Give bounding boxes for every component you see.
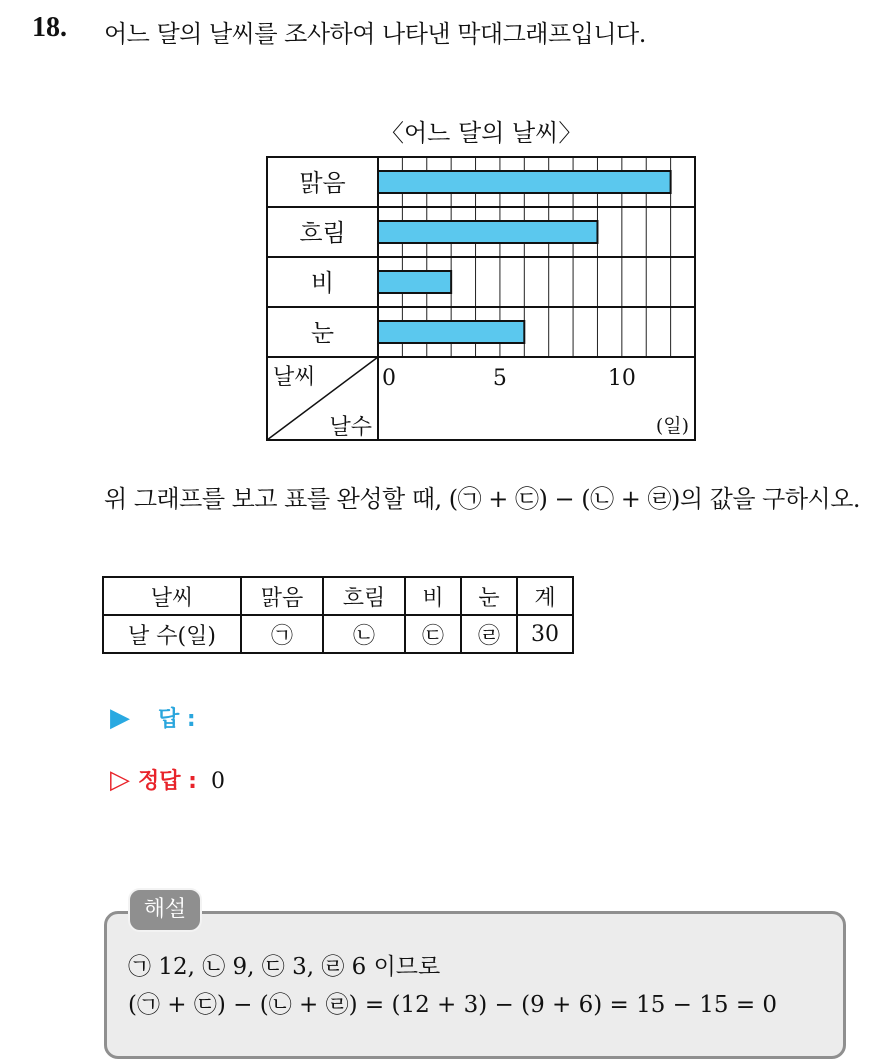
question-prompt: 위 그래프를 보고 표를 완성할 때, (㉠ + ㉢) − (㉡ + ㉣)의 값을 구하시오. <box>104 485 861 513</box>
tick-label: 10 <box>607 366 636 391</box>
table-cell: ㉢ <box>405 615 461 653</box>
explanation-line-1: ㉠ 12, ㉡ 9, ㉢ 3, ㉣ 6 이므로 <box>128 954 441 980</box>
question-text: 어느 달의 날씨를 조사하여 나타낸 막대그래프입니다. <box>104 20 646 48</box>
explanation-line-2: (㉠ + ㉢) − (㉡ + ㉣) = (12 + 3) − (9 + 6) = 15 − 15 = 0 <box>128 992 778 1018</box>
bar-흐림 <box>378 221 597 243</box>
table-cell: 30 <box>517 615 573 653</box>
explanation-box <box>104 911 846 1059</box>
table-header-cell: 비 <box>405 577 461 615</box>
corner-bottom-label: 날수 <box>329 415 372 440</box>
chart-frame <box>267 157 695 440</box>
bar-비 <box>378 271 451 293</box>
table-header-cell: 계 <box>517 577 573 615</box>
corner-top-label: 날씨 <box>273 365 316 390</box>
table-header-cell: 흐림 <box>323 577 405 615</box>
table-header-cell: 맑음 <box>241 577 323 615</box>
bar-맑음 <box>378 171 671 193</box>
table-row <box>103 615 573 653</box>
data-table <box>102 576 574 654</box>
answer-line <box>110 702 196 733</box>
table-cell: ㉡ <box>323 615 405 653</box>
category-label: 맑음 <box>299 169 346 197</box>
unit-label: (일) <box>655 415 689 437</box>
tick-label: 5 <box>492 366 507 391</box>
correct-answer-label: 정답 : <box>138 769 197 794</box>
chart-title: 〈어느 달의 날씨〉 <box>380 119 583 147</box>
table-cell: ㉣ <box>461 615 517 653</box>
play-icon: ▶ <box>110 703 130 733</box>
table-cell: 날 수(일) <box>103 615 241 653</box>
category-label: 비 <box>310 269 335 297</box>
question-number: 18. <box>32 12 67 43</box>
tick-label: 0 <box>382 366 396 391</box>
table-cell: ㉠ <box>241 615 323 653</box>
table-header-cell: 눈 <box>461 577 517 615</box>
category-label: 흐림 <box>299 219 346 247</box>
answer-label: 답 : <box>158 707 196 732</box>
correct-answer-line <box>110 764 225 795</box>
explanation-tag: 해설 <box>128 888 202 932</box>
play-outline-icon: ▷ <box>110 765 130 795</box>
category-label: 눈 <box>310 319 335 347</box>
table-header-cell: 날씨 <box>103 577 241 615</box>
correct-answer-value: 0 <box>210 769 225 794</box>
bar-눈 <box>378 321 524 343</box>
table-header-row <box>103 577 573 615</box>
